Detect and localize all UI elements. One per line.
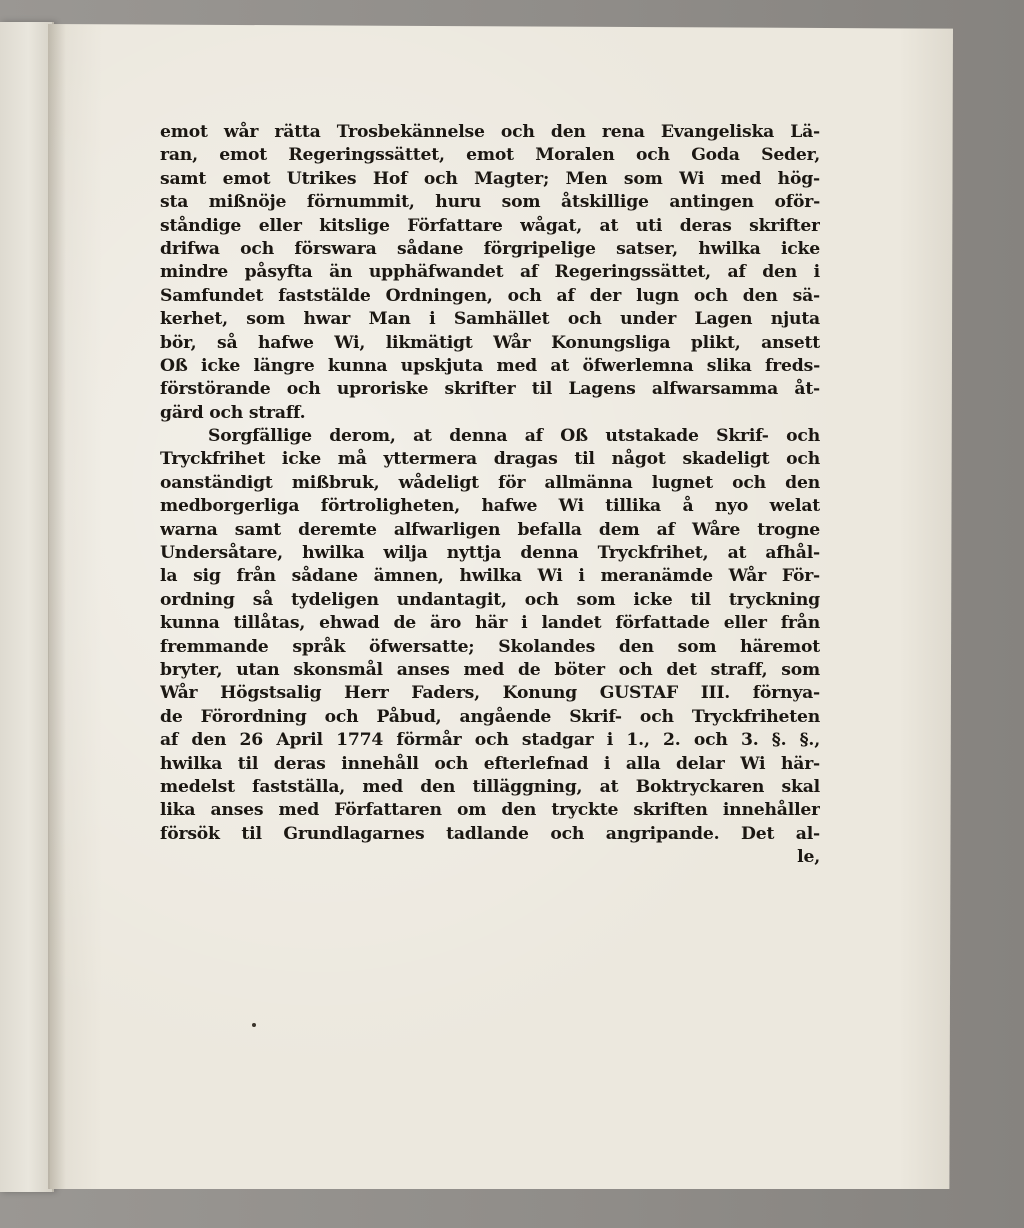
text-line: drifwa och förswara sådane förgripelige satser, hwilka icke [160, 238, 820, 259]
text-line: gärd och straff. [160, 402, 306, 423]
text-line: bryter, utan skonsmål anses med de böter och det straff, som [160, 659, 820, 680]
text-line: lika anses med Författaren om den tryckte skriften innehåller [160, 800, 820, 821]
text-line: af den 26 April 1774 förmår och stadgar i 1., 2. och 3. §. §., [160, 730, 820, 751]
text-line: ståndige eller kitslige Författare wågat, at uti deras skrifter [160, 215, 820, 236]
body-text [160, 121, 820, 870]
gutter-shadow [48, 24, 66, 1189]
text-line: medborgerliga förtroligheten, hafwe Wi tillika å nyo welat [160, 496, 820, 517]
facing-page-edge [0, 22, 54, 1192]
text-line: Oß icke längre kunna upskjuta med at öfwerlemna slika freds- [160, 355, 820, 376]
text-line-indented: Sorgfällige derom, at denna af Oß utstakade Skrif- och [208, 426, 820, 447]
text-line: ran, emot Regeringssättet, emot Moralen och Goda Seder, [160, 145, 820, 166]
text-line: medelst fastställa, med den tilläggning, at Boktryckaren skal [160, 776, 820, 797]
text-line: samt emot Utrikes Hof och Magter; Men som Wi med hög- [160, 168, 820, 189]
text-line: kunna tillåtas, ehwad de äro här i landet författade eller från [160, 613, 820, 634]
text-line: Wår Högstsalig Herr Faders, Konung GUSTAF III. förnya- [160, 683, 820, 704]
text-line: försök til Grundlagarnes tadlande och angripande. Det al- [160, 823, 820, 844]
text-line: kerhet, som hwar Man i Samhället och under Lagen njuta [160, 309, 820, 330]
text-line: Undersåtare, hwilka wilja nyttja denna Tryckfrihet, at afhål- [160, 543, 820, 564]
text-line: förstörande och uproriske skrifter til Lagens alfwarsamma åt- [160, 379, 820, 400]
text-line: la sig från sådane ämnen, hwilka Wi i meranämde Wår För- [160, 566, 820, 587]
text-line: Samfundet faststälde Ordningen, och af der lugn och den sä- [160, 285, 820, 306]
text-line: Tryckfrihet icke må yttermera dragas til något skadeligt och [160, 449, 820, 470]
catchword: le, [797, 847, 820, 868]
ink-speck [252, 1023, 256, 1027]
text-line: ordning så tydeligen undantagit, och som icke til tryckning [160, 589, 820, 610]
text-line: de Förordning och Påbud, angående Skrif- och Tryckfriheten [160, 706, 820, 727]
text-line: bör, så hafwe Wi, likmätigt Wår Konungsliga plikt, ansett [160, 332, 820, 353]
text-line: sta mißnöje förnummit, huru som åtskillige antingen oför- [160, 192, 820, 213]
text-line: emot wår rätta Trosbekännelse och den rena Evangeliska Lä- [160, 122, 820, 142]
text-line: warna samt deremte alfwarligen befalla dem af Wåre trogne [160, 519, 820, 540]
text-line: fremmande språk öfwersatte; Skolandes den som häremot [160, 636, 820, 657]
text-line: oanständigt mißbruk, wådeligt för allmänna lugnet och den [160, 472, 820, 493]
text-line: mindre påsyfta än upphäfwandet af Regeringssättet, af den i [160, 262, 820, 283]
text-line: hwilka til deras innehåll och efterlefnad i alla delar Wi här- [160, 753, 820, 774]
